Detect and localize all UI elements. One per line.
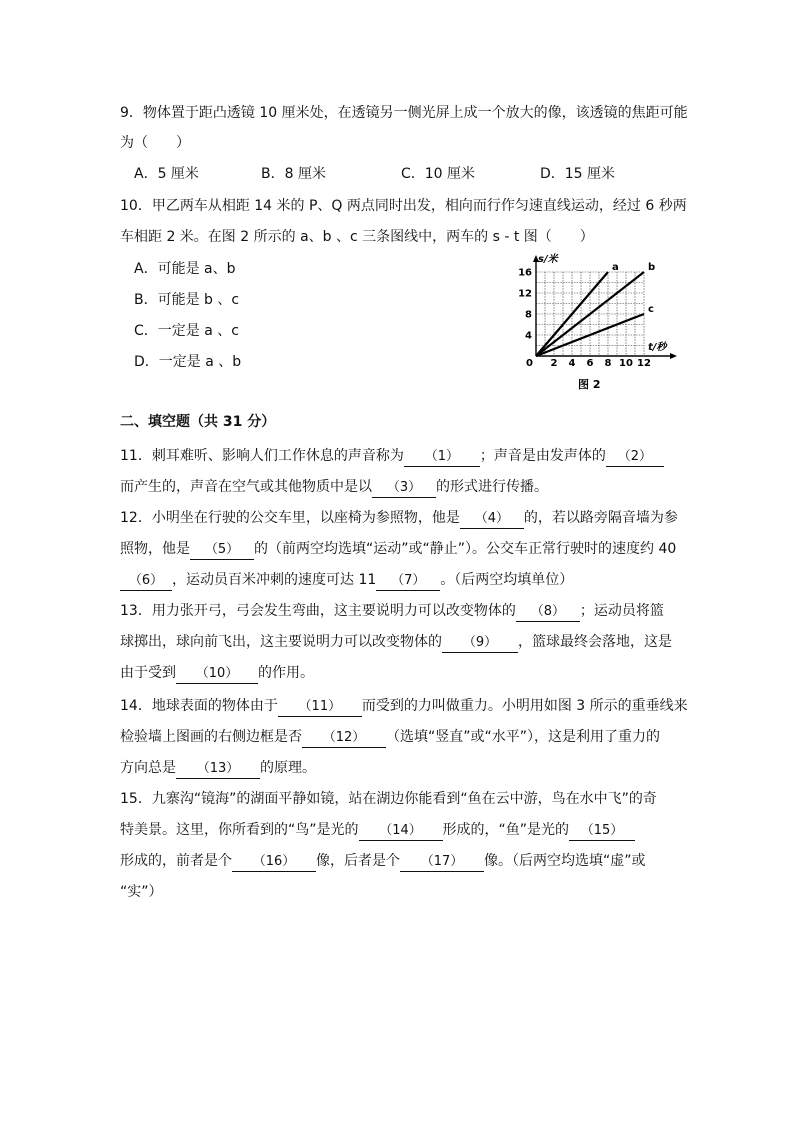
q15-text-3: 形成的，“鱼”是光的: [442, 822, 570, 838]
x-tick-label: 8: [604, 358, 612, 369]
y-tick-label: 16: [518, 267, 532, 279]
q12-text-2: 的，若以路旁隔音墙为参: [523, 510, 678, 526]
y-tick-label: 12: [518, 288, 532, 300]
q15-text-6: 像。（后两空均选填“虚”或: [484, 853, 646, 869]
blank-11[interactable]: （11）: [278, 698, 362, 717]
x-tick-label: 4: [568, 358, 576, 369]
blank-16[interactable]: （16）: [232, 853, 316, 872]
blank-17[interactable]: （17）: [400, 853, 484, 872]
y-tick-label: 8: [525, 309, 532, 321]
q13-text-2: ；运动员将篮: [579, 603, 664, 619]
q15-line3: [120, 851, 646, 872]
q14-text-6: 的原理。: [260, 760, 316, 776]
q12-line2: [120, 539, 676, 560]
q13-line2: [120, 632, 672, 653]
q9-stem-line1: 9．物体置于距凸透镜 10 厘米处，在透镜另一侧光屏上成一个放大的像，该透镜的焦距可能: [120, 105, 688, 121]
q10-option-b: B．可能是 b 、c: [134, 292, 240, 308]
q13-line3: [120, 663, 314, 684]
q12-line1: [120, 508, 678, 529]
q11-line2: [120, 477, 548, 498]
blank-7[interactable]: （7）: [376, 572, 440, 591]
y-tick-label: 4: [525, 330, 532, 342]
blank-9[interactable]: （9）: [442, 634, 518, 653]
series-label-c: c: [648, 304, 654, 315]
blank-1[interactable]: （1）: [404, 448, 480, 467]
q9-option-d: D．15 厘米: [540, 166, 616, 182]
q10-option-a: A．可能是 a、b: [134, 261, 236, 277]
q11-text-3: 而产生的，声音在空气或其他物质中是以: [120, 479, 372, 495]
x-axis-arrow: [670, 353, 677, 359]
q14-line3: [120, 758, 316, 779]
blank-4[interactable]: （4）: [460, 510, 524, 529]
series-label-a: a: [612, 262, 619, 273]
q14-text-5: 方向总是: [120, 760, 176, 776]
blank-10[interactable]: （10）: [176, 665, 258, 684]
q9-option-a: A．5 厘米: [134, 166, 199, 182]
q15-text-5: 像，后者是个: [316, 853, 400, 869]
q11-text-1: 11．刺耳难听、影响人们工作休息的声音称为: [120, 448, 404, 464]
x-tick-label: 10: [619, 358, 633, 369]
q11-text-2: ；声音是由发声体的: [479, 448, 606, 464]
q10-stem-line2: 车相距 2 米。在图 2 所示的 a、b 、c 三条图线中，两车的 s - t 图（ ）: [120, 229, 594, 245]
q15-line1: 15．九寨沟“镜海”的湖面平静如镜，站在湖边你能看到“鱼在云中游，鸟在水中飞”的奇: [120, 791, 657, 807]
q15-text-4: 形成的，前者是个: [120, 853, 232, 869]
q10-stem-line1: 10．甲乙两车从相距 14 米的 P、Q 两点同时出发，相向而行作匀速直线运动，经过 6 秒两: [120, 198, 687, 214]
q11-line1: [120, 446, 664, 467]
q12-text-1: 12．小明坐在行驶的公交车里，以座椅为参照物，他是: [120, 510, 460, 526]
q14-text-4: （选填“竖直”或“水平”），这是利用了重力的: [386, 729, 661, 745]
blank-6[interactable]: （6）: [120, 572, 172, 591]
q14-line2: [120, 727, 660, 748]
blank-8[interactable]: （8）: [516, 603, 580, 622]
q13-text-3: 球掷出，球向前飞出，这主要说明力可以改变物体的: [120, 634, 442, 650]
y-axis-label: s/米: [538, 254, 558, 265]
q12-text-4: 的（前两空均选填“运动”或“静止”）。公交车正常行驶时的速度约 40: [254, 541, 677, 557]
q10-option-d: D．一定是 a 、b: [134, 354, 242, 370]
blank-3[interactable]: （3）: [372, 479, 436, 498]
x-axis-label: t/秒: [648, 342, 667, 353]
q13-text-1: 13．用力张开弓，弓会发生弯曲，这主要说明力可以改变物体的: [120, 603, 516, 619]
q12-text-6: 。（后两空均填单位）: [440, 572, 574, 588]
figure-2-st-graph: [508, 252, 684, 392]
blank-14[interactable]: （14）: [359, 822, 443, 841]
q10-option-c: C．一定是 a 、c: [134, 323, 239, 339]
q13-text-6: 的作用。: [258, 665, 314, 681]
q12-text-5: ，运动员百米冲刺的速度可达 11: [172, 572, 377, 588]
series-label-b: b: [648, 262, 656, 273]
q15-text-2: 特美景。这里，你所看到的“鸟”是光的: [120, 822, 359, 838]
q13-text-4: ，篮球最终会落地，这是: [518, 634, 672, 650]
q13-line1: [120, 601, 664, 622]
origin-label: 0: [526, 358, 533, 369]
x-tick-label: 2: [550, 358, 558, 369]
q9-option-b: B．8 厘米: [261, 166, 326, 182]
x-tick-label: 12: [637, 358, 651, 369]
q11-text-4: 的形式进行传播。: [436, 479, 548, 495]
q15-line2: [120, 820, 635, 841]
blank-15[interactable]: （15）: [569, 822, 635, 841]
q9-stem-line2: 为（ ）: [120, 135, 190, 151]
q14-line1: [120, 696, 688, 717]
blank-12[interactable]: （12）: [302, 729, 386, 748]
blank-13[interactable]: （13）: [176, 760, 260, 779]
q15-line4: “实”）: [120, 884, 163, 900]
q14-text-1: 14．地球表面的物体由于: [120, 698, 278, 714]
x-tick-label: 6: [586, 358, 594, 369]
q12-text-3: 照物，他是: [120, 541, 190, 557]
q14-text-3: 检验墙上图画的右侧边框是否: [120, 729, 302, 745]
q13-text-5: 由于受到: [120, 665, 176, 681]
blank-2[interactable]: （2）: [606, 448, 664, 467]
q14-text-2: 而受到的力叫做重力。小明用如图 3 所示的重垂线来: [361, 698, 688, 714]
q9-option-c: C．10 厘米: [401, 166, 476, 182]
section-2-heading: 二、填空题（共 31 分）: [120, 414, 276, 430]
blank-5[interactable]: （5）: [190, 541, 254, 560]
q12-line3: [120, 570, 573, 591]
figure-caption: 图 2: [578, 378, 601, 391]
